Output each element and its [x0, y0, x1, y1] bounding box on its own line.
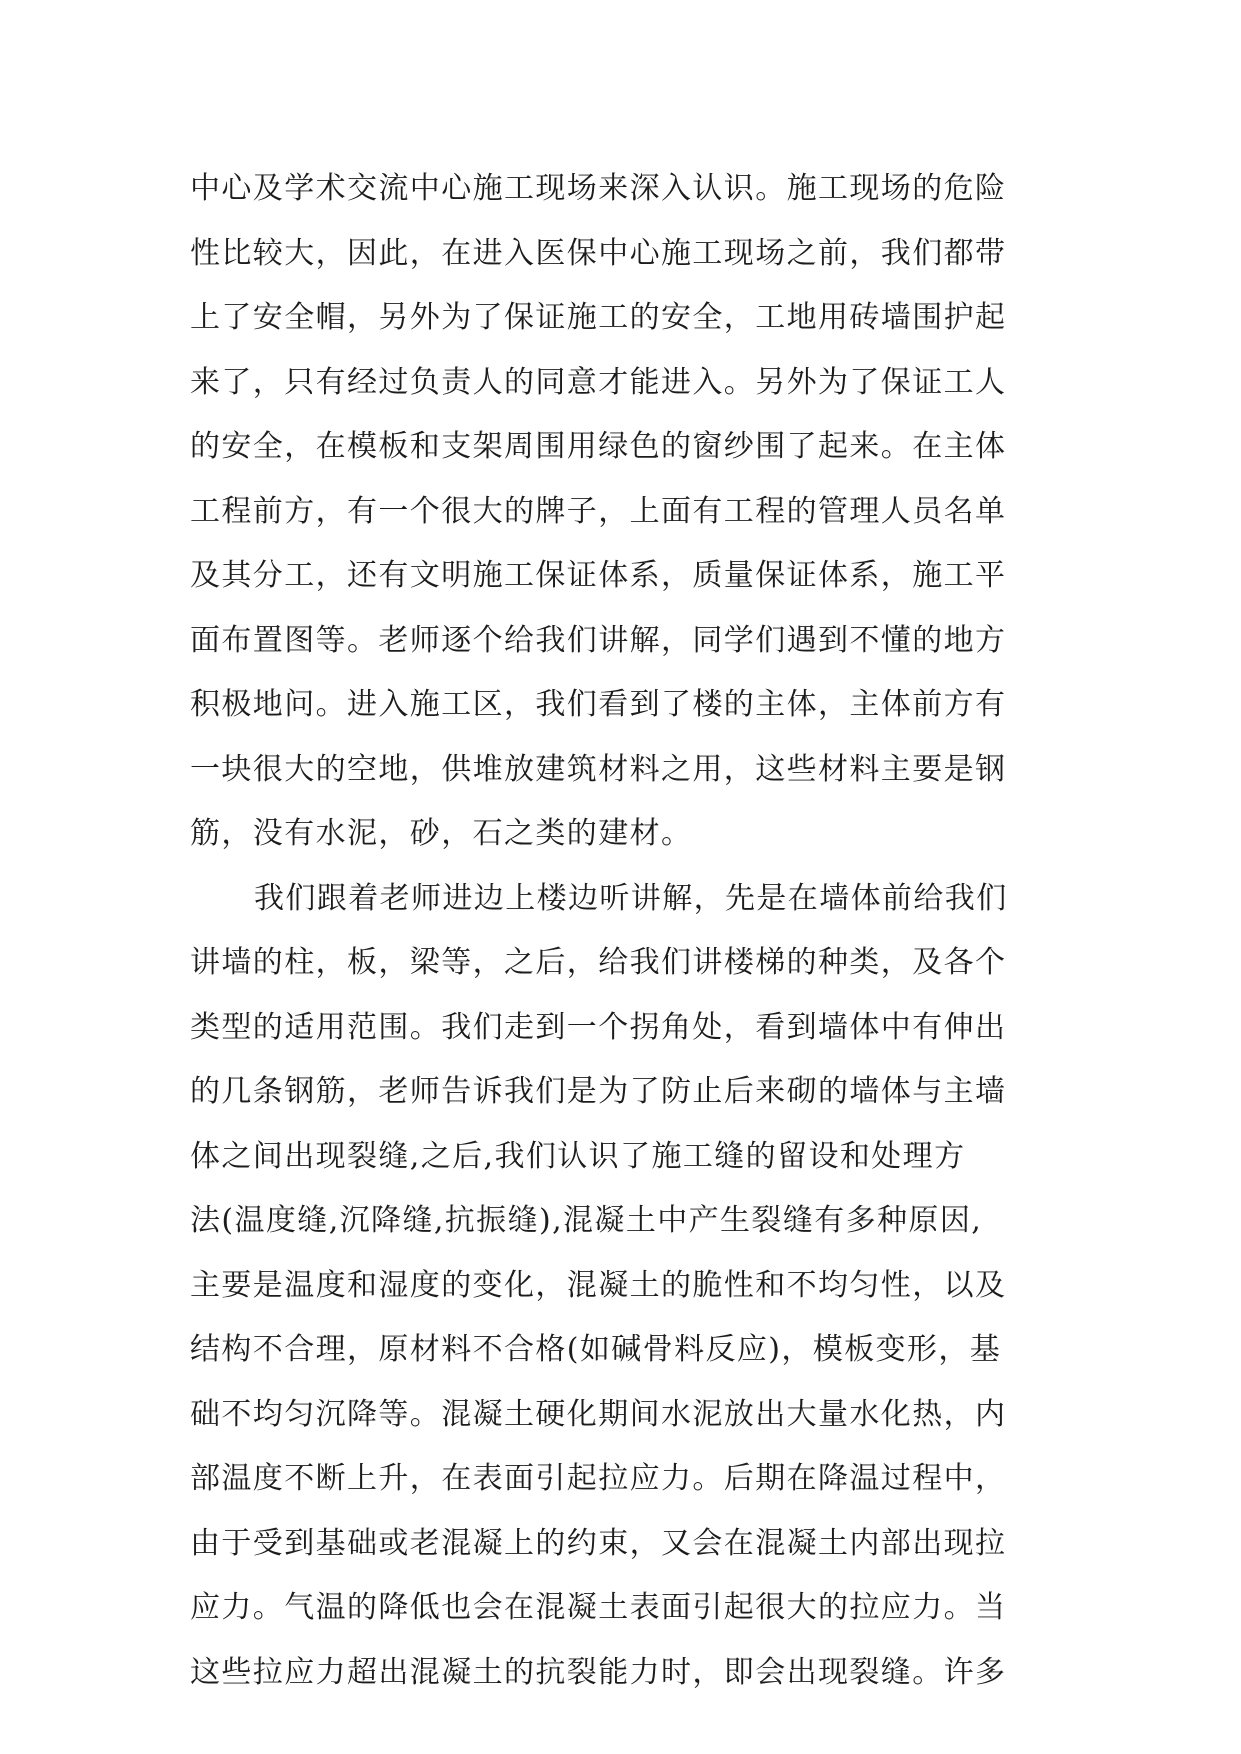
text-line: 体之间出现裂缝,之后,我们认识了施工缝的留设和处理方: [190, 1138, 966, 1174]
text-line: 中心及学术交流中心施工现场来深入认识。施工现场的危险: [190, 171, 1007, 206]
text-line: 应力。气温的降低也会在混凝土表面引起很大的拉应力。当: [190, 1590, 1007, 1625]
text-line: 及其分工，还有文明施工保证体系，质量保证体系，施工平: [190, 558, 1007, 593]
paragraph-start-line: 我们跟着老师进边上楼边听讲解，先是在墙体前给我们: [254, 880, 1008, 916]
text-line: 的几条钢筋，老师告诉我们是为了防止后来砌的墙体与主墙: [190, 1074, 1007, 1109]
text-line: 工程前方，有一个很大的牌子，上面有工程的管理人员名单: [190, 493, 1007, 529]
text-line: 上了安全帽，另外为了保证施工的安全，工地用砖墙围护起: [190, 300, 1007, 335]
text-line: 积极地问。进入施工区，我们看到了楼的主体，主体前方有: [190, 687, 1007, 722]
text-line: 筋，没有水泥，砂，石之类的建材。: [190, 816, 693, 851]
text-line: 讲墙的柱，板，梁等，之后，给我们讲楼梯的种类，及各个: [190, 945, 1007, 980]
text-line: 面布置图等。老师逐个给我们讲解，同学们遇到不懂的地方: [190, 622, 1007, 658]
text-line: 法(温度缝,沉降缝,抗振缝),混凝土中产生裂缝有多种原因,: [190, 1203, 983, 1238]
text-line: 来了，只有经过负责人的同意才能进入。另外为了保证工人: [190, 364, 1007, 400]
text-line: 由于受到基础或老混凝上的约束，又会在混凝土内部出现拉: [190, 1525, 1007, 1561]
text-line: 的安全，在模板和支架周围用绿色的窗纱围了起来。在主体: [190, 429, 1007, 464]
body-text: [190, 157, 1050, 1705]
text-line: 结构不合理，原材料不合格(如碱骨料反应)，模板变形，基: [190, 1332, 1002, 1367]
text-line: 一块很大的空地，供堆放建筑材料之用，这些材料主要是钢: [190, 751, 1007, 787]
text-line: 主要是温度和湿度的变化，混凝土的脆性和不均匀性，以及: [190, 1267, 1007, 1303]
text-line: 部温度不断上升，在表面引起拉应力。后期在降温过程中，: [190, 1461, 1007, 1496]
text-line: 础不均匀沉降等。混凝土硬化期间水泥放出大量水化热，内: [190, 1396, 1007, 1432]
text-line: 类型的适用范围。我们走到一个拐角处，看到墙体中有伸出: [190, 1009, 1007, 1045]
text-line: 性比较大，因此，在进入医保中心施工现场之前，我们都带: [190, 235, 1007, 271]
text-line: 这些拉应力超出混凝土的抗裂能力时，即会出现裂缝。许多: [190, 1654, 1007, 1690]
